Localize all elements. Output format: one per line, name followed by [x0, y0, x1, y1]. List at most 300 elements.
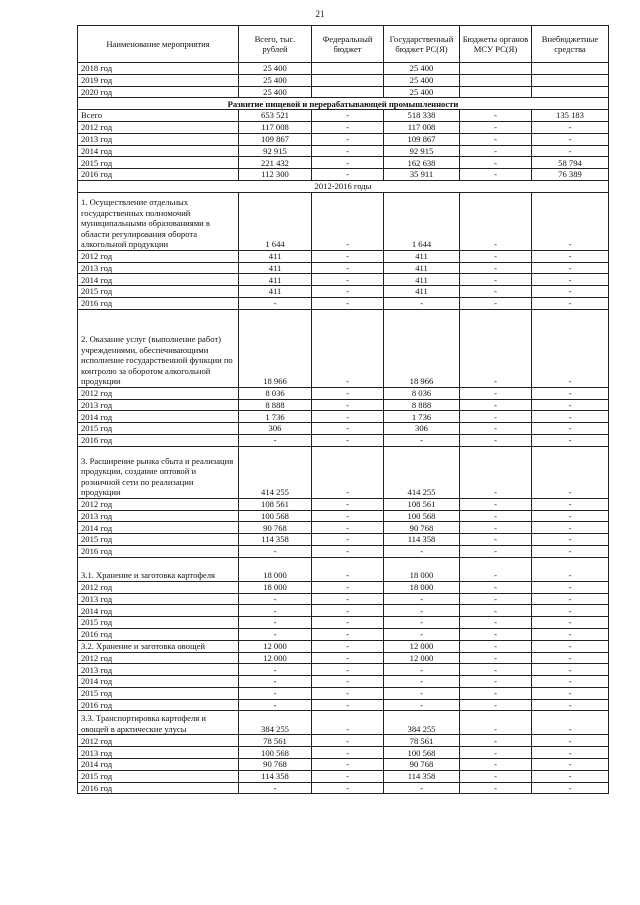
municipal-cell: -	[460, 157, 532, 169]
table-row	[78, 309, 609, 387]
total-cell: -	[239, 699, 312, 711]
table-row	[78, 770, 609, 782]
table-row	[78, 157, 609, 169]
federal-cell: -	[312, 274, 384, 286]
total-cell: 25 400	[239, 63, 312, 75]
federal-cell: -	[312, 286, 384, 298]
state-budget-cell: -	[384, 545, 460, 557]
extrabudgetary-cell: -	[532, 676, 609, 688]
state-budget-cell: 100 568	[384, 747, 460, 759]
table-row	[78, 711, 609, 735]
extrabudgetary-cell: -	[532, 617, 609, 629]
state-budget-cell: 92 915	[384, 145, 460, 157]
total-cell: -	[239, 617, 312, 629]
municipal-cell: -	[460, 711, 532, 735]
municipal-cell: -	[460, 735, 532, 747]
extrabudgetary-cell: -	[532, 557, 609, 581]
federal-cell: -	[312, 446, 384, 498]
row-name-cell: 2015 год	[78, 286, 239, 298]
row-name-cell: 2019 год	[78, 74, 239, 86]
extrabudgetary-cell: -	[532, 711, 609, 735]
state-budget-cell: -	[384, 782, 460, 794]
state-budget-cell: 18 966	[384, 309, 460, 387]
total-cell: 18 966	[239, 309, 312, 387]
federal-cell: -	[312, 617, 384, 629]
total-cell: 8 036	[239, 387, 312, 399]
municipal-cell: -	[460, 297, 532, 309]
extrabudgetary-cell: -	[532, 545, 609, 557]
total-cell: -	[239, 545, 312, 557]
row-name-cell: 2013 год	[78, 510, 239, 522]
row-name-cell: 2012 год	[78, 652, 239, 664]
total-cell: 114 358	[239, 534, 312, 546]
row-name-cell: 2012 год	[78, 387, 239, 399]
row-name-cell: 2012 год	[78, 121, 239, 133]
table-row	[78, 699, 609, 711]
state-budget-cell: 12 000	[384, 652, 460, 664]
extrabudgetary-cell: -	[532, 121, 609, 133]
municipal-cell: -	[460, 699, 532, 711]
federal-cell: -	[312, 593, 384, 605]
table-row	[78, 617, 609, 629]
state-budget-cell: 12 000	[384, 640, 460, 652]
total-cell: 411	[239, 286, 312, 298]
table-row	[78, 145, 609, 157]
row-name-cell: 2014 год	[78, 522, 239, 534]
federal-cell: -	[312, 423, 384, 435]
federal-cell	[312, 74, 384, 86]
federal-cell: -	[312, 652, 384, 664]
state-budget-cell: 109 867	[384, 133, 460, 145]
row-name-cell: 2015 год	[78, 423, 239, 435]
state-budget-cell: 18 000	[384, 581, 460, 593]
municipal-cell: -	[460, 274, 532, 286]
state-budget-cell: -	[384, 687, 460, 699]
state-budget-cell: -	[384, 628, 460, 640]
extrabudgetary-cell	[532, 86, 609, 98]
table-row	[78, 297, 609, 309]
extrabudgetary-cell: -	[532, 664, 609, 676]
municipal-cell: -	[460, 411, 532, 423]
row-name-cell: 2015 год	[78, 770, 239, 782]
municipal-cell: -	[460, 121, 532, 133]
total-cell: 92 915	[239, 145, 312, 157]
table-row	[78, 534, 609, 546]
state-budget-cell: 384 255	[384, 711, 460, 735]
state-budget-cell: 18 000	[384, 557, 460, 581]
table-row	[78, 169, 609, 181]
total-cell: 90 768	[239, 759, 312, 771]
municipal-cell: -	[460, 759, 532, 771]
total-cell: -	[239, 434, 312, 446]
federal-cell: -	[312, 664, 384, 676]
federal-cell: -	[312, 522, 384, 534]
federal-cell: -	[312, 605, 384, 617]
row-name-cell: 2013 год	[78, 664, 239, 676]
municipal-cell: -	[460, 510, 532, 522]
federal-cell: -	[312, 699, 384, 711]
federal-cell: -	[312, 387, 384, 399]
municipal-cell: -	[460, 664, 532, 676]
state-budget-cell: -	[384, 699, 460, 711]
federal-cell: -	[312, 309, 384, 387]
table-row	[78, 63, 609, 75]
row-name-cell: 2015 год	[78, 157, 239, 169]
table-row	[78, 664, 609, 676]
section-heading-row	[78, 98, 609, 110]
table-row	[78, 192, 609, 250]
state-budget-cell: 8 036	[384, 387, 460, 399]
table-row	[78, 676, 609, 688]
extrabudgetary-cell: -	[532, 593, 609, 605]
table-row	[78, 747, 609, 759]
row-name-cell: 2012 год	[78, 581, 239, 593]
total-cell: -	[239, 782, 312, 794]
municipal-cell: -	[460, 617, 532, 629]
extrabudgetary-cell: -	[532, 605, 609, 617]
state-budget-cell: -	[384, 434, 460, 446]
row-name-cell: 3.2. Хранение и заготовка овощей	[78, 640, 239, 652]
state-budget-cell: 162 638	[384, 157, 460, 169]
federal-cell: -	[312, 534, 384, 546]
total-cell: 384 255	[239, 711, 312, 735]
state-budget-cell: -	[384, 676, 460, 688]
total-cell: 653 521	[239, 110, 312, 122]
table-row	[78, 605, 609, 617]
total-cell: -	[239, 605, 312, 617]
table-row	[78, 121, 609, 133]
table-header	[78, 26, 609, 63]
extrabudgetary-cell	[532, 74, 609, 86]
state-budget-cell: 25 400	[384, 63, 460, 75]
extrabudgetary-cell: -	[532, 262, 609, 274]
extrabudgetary-cell: -	[532, 510, 609, 522]
state-budget-cell: 114 358	[384, 770, 460, 782]
row-name-cell: 2016 год	[78, 169, 239, 181]
row-name-cell: 2014 год	[78, 274, 239, 286]
federal-cell: -	[312, 262, 384, 274]
row-name-cell: 2018 год	[78, 63, 239, 75]
federal-cell: -	[312, 510, 384, 522]
state-budget-cell: -	[384, 664, 460, 676]
table-row	[78, 498, 609, 510]
federal-cell: -	[312, 711, 384, 735]
table-row	[78, 399, 609, 411]
municipal-cell: -	[460, 581, 532, 593]
budget-table	[77, 25, 609, 794]
extrabudgetary-cell	[532, 63, 609, 75]
municipal-cell: -	[460, 534, 532, 546]
row-name-cell: 2014 год	[78, 145, 239, 157]
table-row	[78, 74, 609, 86]
municipal-cell: -	[460, 522, 532, 534]
state-budget-cell: 414 255	[384, 446, 460, 498]
municipal-cell: -	[460, 676, 532, 688]
total-cell: 112 300	[239, 169, 312, 181]
federal-cell: -	[312, 747, 384, 759]
federal-cell: -	[312, 121, 384, 133]
total-cell: 1 736	[239, 411, 312, 423]
total-cell: -	[239, 628, 312, 640]
total-cell: -	[239, 593, 312, 605]
table-body	[78, 63, 609, 794]
row-name-cell: 2013 год	[78, 262, 239, 274]
row-name-cell: 2014 год	[78, 411, 239, 423]
total-cell: 100 568	[239, 510, 312, 522]
table-row	[78, 434, 609, 446]
table-row	[78, 446, 609, 498]
row-name-cell: 2016 год	[78, 434, 239, 446]
municipal-cell	[460, 86, 532, 98]
section-heading: Развитие пищевой и перерабатывающей промышленности	[78, 98, 609, 110]
total-cell: -	[239, 297, 312, 309]
extrabudgetary-cell: -	[532, 498, 609, 510]
total-cell: 414 255	[239, 446, 312, 498]
header-total: Всего, тыс. рублей	[239, 26, 312, 63]
total-cell: 25 400	[239, 86, 312, 98]
federal-cell	[312, 63, 384, 75]
row-name-cell: 2016 год	[78, 628, 239, 640]
total-cell: 117 008	[239, 121, 312, 133]
federal-cell: -	[312, 498, 384, 510]
municipal-cell: -	[460, 434, 532, 446]
state-budget-cell: 411	[384, 262, 460, 274]
header-extrabudgetary: Внебюджетные средства	[532, 26, 609, 63]
total-cell: 108 561	[239, 498, 312, 510]
total-cell: 18 000	[239, 557, 312, 581]
total-cell: 114 358	[239, 770, 312, 782]
municipal-cell: -	[460, 423, 532, 435]
row-name-cell: 2012 год	[78, 498, 239, 510]
extrabudgetary-cell: -	[532, 770, 609, 782]
extrabudgetary-cell: -	[532, 640, 609, 652]
period-heading-row	[78, 180, 609, 192]
extrabudgetary-cell: -	[532, 434, 609, 446]
extrabudgetary-cell: -	[532, 534, 609, 546]
row-name-cell: 2016 год	[78, 782, 239, 794]
federal-cell: -	[312, 687, 384, 699]
total-cell: -	[239, 676, 312, 688]
state-budget-cell: 90 768	[384, 759, 460, 771]
extrabudgetary-cell: -	[532, 782, 609, 794]
municipal-cell: -	[460, 133, 532, 145]
extrabudgetary-cell: -	[532, 145, 609, 157]
total-cell: 1 644	[239, 192, 312, 250]
extrabudgetary-cell: -	[532, 387, 609, 399]
table-row	[78, 250, 609, 262]
table-row	[78, 387, 609, 399]
total-cell: 306	[239, 423, 312, 435]
municipal-cell	[460, 74, 532, 86]
row-name-cell: 2013 год	[78, 593, 239, 605]
federal-cell: -	[312, 759, 384, 771]
federal-cell: -	[312, 399, 384, 411]
header-activity-name: Наименование мероприятия	[78, 26, 239, 63]
row-name-cell: 2020 год	[78, 86, 239, 98]
period-heading: 2012-2016 годы	[78, 180, 609, 192]
federal-cell: -	[312, 133, 384, 145]
table-row	[78, 581, 609, 593]
total-cell: 411	[239, 262, 312, 274]
row-name-cell: 2013 год	[78, 747, 239, 759]
row-name-cell: 3. Расширение рынка сбыта и реализация продукции, создание оптовой и розничной сети по реализации продукции	[78, 446, 239, 498]
extrabudgetary-cell: -	[532, 735, 609, 747]
total-cell: 411	[239, 250, 312, 262]
extrabudgetary-cell: 58 794	[532, 157, 609, 169]
municipal-cell: -	[460, 498, 532, 510]
state-budget-cell: 108 561	[384, 498, 460, 510]
table-row	[78, 652, 609, 664]
federal-cell: -	[312, 157, 384, 169]
state-budget-cell: 117 008	[384, 121, 460, 133]
municipal-cell: -	[460, 545, 532, 557]
municipal-cell: -	[460, 605, 532, 617]
state-budget-cell: 25 400	[384, 86, 460, 98]
municipal-cell: -	[460, 399, 532, 411]
federal-cell: -	[312, 735, 384, 747]
state-budget-cell: 411	[384, 286, 460, 298]
federal-cell: -	[312, 434, 384, 446]
header-state-budget: Государственный бюджет РС(Я)	[384, 26, 460, 63]
municipal-cell: -	[460, 640, 532, 652]
state-budget-cell: -	[384, 605, 460, 617]
header-federal-budget: Федеральный бюджет	[312, 26, 384, 63]
extrabudgetary-cell: -	[532, 522, 609, 534]
federal-cell: -	[312, 770, 384, 782]
federal-cell: -	[312, 628, 384, 640]
total-cell: -	[239, 687, 312, 699]
extrabudgetary-cell: -	[532, 309, 609, 387]
row-name-cell: Всего	[78, 110, 239, 122]
municipal-cell: -	[460, 309, 532, 387]
state-budget-cell: 411	[384, 250, 460, 262]
total-cell: 109 867	[239, 133, 312, 145]
municipal-cell: -	[460, 192, 532, 250]
row-name-cell: 2013 год	[78, 399, 239, 411]
table-row	[78, 593, 609, 605]
extrabudgetary-cell: -	[532, 687, 609, 699]
total-cell: 18 000	[239, 581, 312, 593]
table-row	[78, 262, 609, 274]
municipal-cell: -	[460, 110, 532, 122]
row-name-cell: 3.3. Транспортировка картофеля и овощей в арктические улусы	[78, 711, 239, 735]
total-cell: 12 000	[239, 640, 312, 652]
table-row	[78, 411, 609, 423]
row-name-cell: 2014 год	[78, 759, 239, 771]
row-name-cell: 2014 год	[78, 676, 239, 688]
state-budget-cell: 1 644	[384, 192, 460, 250]
extrabudgetary-cell: -	[532, 411, 609, 423]
municipal-cell: -	[460, 250, 532, 262]
extrabudgetary-cell: -	[532, 192, 609, 250]
federal-cell: -	[312, 640, 384, 652]
state-budget-cell: 1 736	[384, 411, 460, 423]
state-budget-cell: 411	[384, 274, 460, 286]
municipal-cell: -	[460, 145, 532, 157]
table-row	[78, 628, 609, 640]
table-row	[78, 86, 609, 98]
table-row	[78, 759, 609, 771]
total-cell: 100 568	[239, 747, 312, 759]
municipal-cell: -	[460, 593, 532, 605]
extrabudgetary-cell: -	[532, 133, 609, 145]
extrabudgetary-cell: -	[532, 652, 609, 664]
municipal-cell: -	[460, 652, 532, 664]
row-name-cell: 2016 год	[78, 699, 239, 711]
extrabudgetary-cell: -	[532, 297, 609, 309]
federal-cell: -	[312, 411, 384, 423]
municipal-cell: -	[460, 747, 532, 759]
federal-cell: -	[312, 169, 384, 181]
row-name-cell: 2015 год	[78, 534, 239, 546]
row-name-cell: 2. Оказание услуг (выполнение работ) учреждениями, обеспечивающими исполнение государственной функции по контролю за оборотом алкогольной продукции	[78, 309, 239, 387]
total-cell: 12 000	[239, 652, 312, 664]
extrabudgetary-cell: -	[532, 286, 609, 298]
total-cell: -	[239, 664, 312, 676]
extrabudgetary-cell: -	[532, 423, 609, 435]
federal-cell	[312, 86, 384, 98]
federal-cell: -	[312, 557, 384, 581]
total-cell: 8 888	[239, 399, 312, 411]
table-row	[78, 782, 609, 794]
municipal-cell: -	[460, 387, 532, 399]
extrabudgetary-cell: -	[532, 699, 609, 711]
table-row	[78, 545, 609, 557]
federal-cell: -	[312, 782, 384, 794]
row-name-cell: 2012 год	[78, 735, 239, 747]
state-budget-cell: 25 400	[384, 74, 460, 86]
municipal-cell: -	[460, 286, 532, 298]
municipal-cell: -	[460, 628, 532, 640]
table-row	[78, 423, 609, 435]
extrabudgetary-cell: -	[532, 250, 609, 262]
table-row	[78, 557, 609, 581]
table-row	[78, 274, 609, 286]
federal-cell: -	[312, 545, 384, 557]
state-budget-cell: 8 888	[384, 399, 460, 411]
extrabudgetary-cell: -	[532, 446, 609, 498]
state-budget-cell: 90 768	[384, 522, 460, 534]
extrabudgetary-cell: -	[532, 581, 609, 593]
row-name-cell: 2015 год	[78, 687, 239, 699]
federal-cell: -	[312, 250, 384, 262]
municipal-cell: -	[460, 687, 532, 699]
row-name-cell: 2016 год	[78, 545, 239, 557]
table-row	[78, 110, 609, 122]
row-name-cell: 3.1. Хранение и заготовка картофеля	[78, 557, 239, 581]
row-name-cell: 1. Осуществление отдельных государственных полномочий муниципальными образованиями в области регулирования оборота алкогольной продукции	[78, 192, 239, 250]
table-row	[78, 286, 609, 298]
municipal-cell: -	[460, 262, 532, 274]
table-row	[78, 640, 609, 652]
federal-cell: -	[312, 110, 384, 122]
row-name-cell: 2013 год	[78, 133, 239, 145]
table-row	[78, 510, 609, 522]
page-number: 21	[315, 9, 325, 19]
federal-cell: -	[312, 676, 384, 688]
row-name-cell: 2015 год	[78, 617, 239, 629]
total-cell: 25 400	[239, 74, 312, 86]
federal-cell: -	[312, 297, 384, 309]
federal-cell: -	[312, 581, 384, 593]
municipal-cell: -	[460, 557, 532, 581]
extrabudgetary-cell: 135 183	[532, 110, 609, 122]
extrabudgetary-cell: -	[532, 759, 609, 771]
total-cell: 221 432	[239, 157, 312, 169]
table-row	[78, 735, 609, 747]
table-row	[78, 522, 609, 534]
federal-cell: -	[312, 145, 384, 157]
